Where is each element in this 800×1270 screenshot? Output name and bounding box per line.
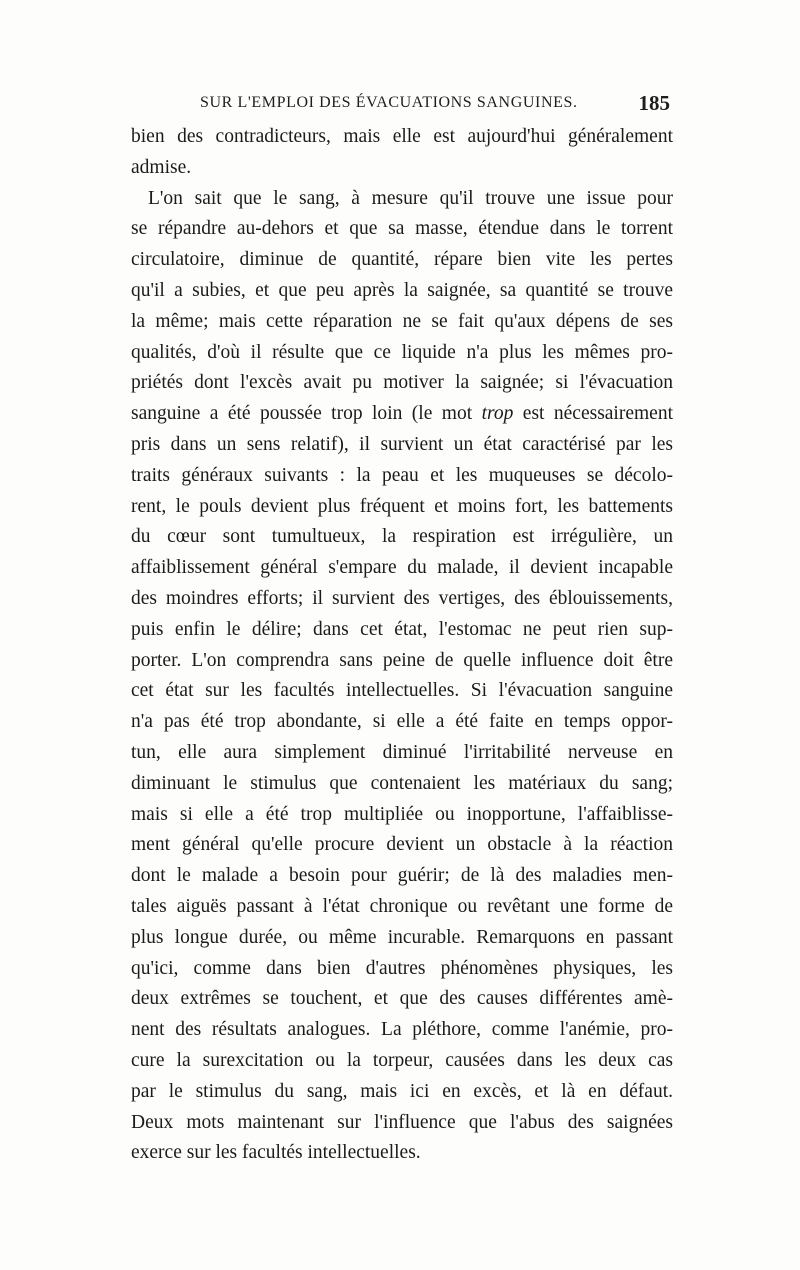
text-line: admise. [131,156,192,178]
running-head-title: SUR L'EMPLOI DES ÉVACUATIONS SANGUINES. [200,94,578,111]
text-line: rent, le pouls devient plus fréquent et moins fort, les battements [131,495,673,517]
paragraph-first-line: L'on sait que le sang, à mesure qu'il trouve une issue pour [148,187,673,209]
text-line: affaiblissement général s'empare du malade, il devient incapable [131,557,673,579]
text-segment: est nécessairement [513,403,673,425]
text-line: cet état sur les facultés intellectuelles. Si l'évacuation sanguine [131,680,673,702]
text-line: traits généraux suivants : la peau et les muqueuses se décolo- [131,464,673,486]
text-line: plus longue durée, ou même incurable. Remarquons en passant [131,926,673,948]
text-line: porter. L'on comprendra sans peine de quelle influence doit être [131,649,673,671]
text-line: priétés dont l'excès avait pu motiver la saignée; si l'évacuation [131,372,673,394]
text-line: n'a pas été trop abondante, si elle a été faite en temps oppor- [131,711,673,733]
text-line: exerce sur les facultés intellectuelles. [131,1142,421,1164]
text-line: mais si elle a été trop multipliée ou inopportune, l'affaiblisse- [131,803,673,825]
running-head [200,91,670,118]
body-text [131,122,673,1169]
text-line: bien des contradicteurs, mais elle est aujourd'hui généralement [131,126,673,147]
text-line [131,399,673,430]
text-line: tun, elle aura simplement diminué l'irritabilité nerveuse en [131,741,673,763]
text-line: la même; mais cette réparation ne se fait qu'aux dépens de ses [131,310,673,332]
text-line: cure la surexcitation ou la torpeur, causées dans les deux cas [131,1049,673,1071]
text-line: des moindres efforts; il survient des vertiges, des éblouissements, [131,587,673,609]
text-line: dont le malade a besoin pour guérir; de là des maladies men- [131,865,673,887]
text-line: qualités, d'où il résulte que ce liquide n'a plus les mêmes pro- [131,341,673,363]
italic-word: trop [481,403,514,425]
text-line: deux extrêmes se touchent, et que des causes différentes amè- [131,988,673,1010]
text-line: puis enfin le délire; dans cet état, l'estomac ne peut rien sup- [131,618,673,640]
text-line: ment général qu'elle procure devient un obstacle à la réaction [131,834,673,856]
text-line: nent des résultats analogues. La pléthore, comme l'anémie, pro- [131,1019,673,1041]
text-line: circulatoire, diminue de quantité, répare bien vite les pertes [131,249,673,271]
text-line: pris dans un sens relatif), il survient un état caractérisé par les [131,433,673,455]
text-line: tales aiguës passant à l'état chronique ou revêtant une forme de [131,895,673,917]
text-line: par le stimulus du sang, mais ici en excès, et là en défaut. [131,1080,673,1102]
page-number: 185 [638,91,670,115]
text-line: du cœur sont tumultueux, la respiration est irrégulière, un [131,526,673,548]
text-line: Deux mots maintenant sur l'influence que l'abus des saignées [131,1111,673,1133]
text-line: qu'il a subies, et que peu après la saignée, sa quantité se trouve [131,279,673,301]
text-line: se répandre au-dehors et que sa masse, étendue dans le torrent [131,218,673,240]
text-line: diminuant le stimulus que contenaient les matériaux du sang; [131,772,673,794]
text-segment: sanguine a été poussée trop loin (le mot [131,403,482,425]
text-line: qu'ici, comme dans bien d'autres phénomènes physiques, les [131,957,673,979]
